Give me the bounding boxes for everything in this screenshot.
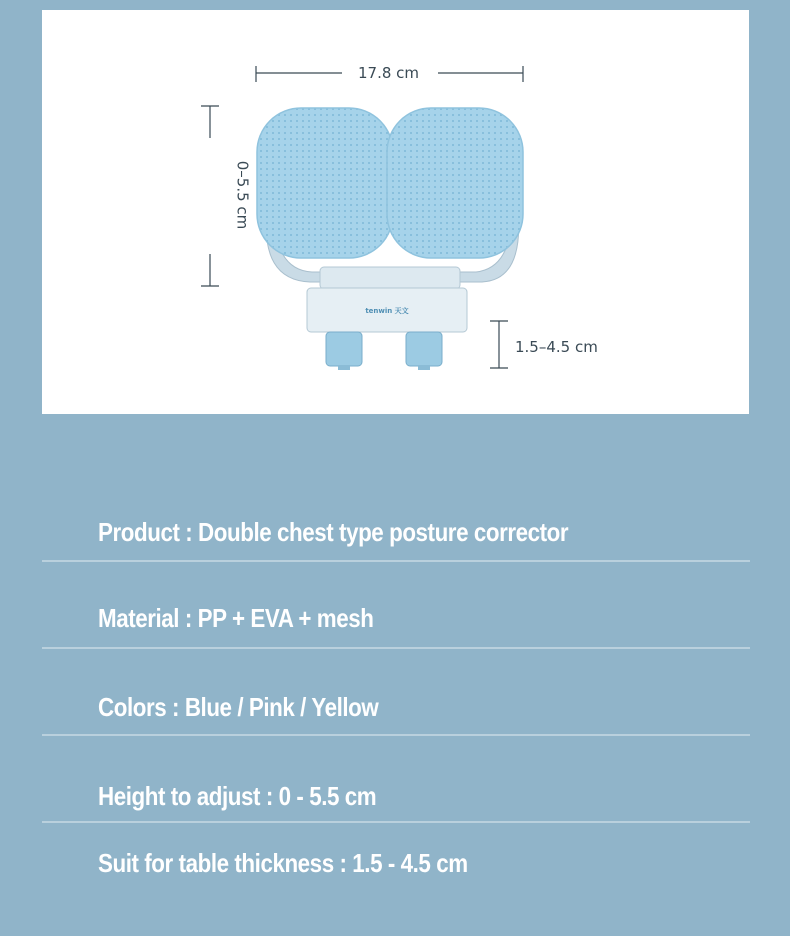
cushion-left	[257, 108, 393, 258]
spec-thickness: Suit for table thickness : 1.5 - 4.5 cm	[98, 848, 468, 878]
spec-material: Material : PP + EVA + mesh	[98, 603, 374, 633]
height-dimension-label: 0–5.5 cm	[233, 160, 252, 230]
height-dimension-line	[201, 106, 219, 286]
clamp-top	[320, 267, 460, 289]
cushion-right	[387, 108, 523, 258]
thickness-dimension-line	[490, 321, 508, 368]
thickness-dimension-label: 1.5–4.5 cm	[515, 338, 598, 356]
adjust-knob-right	[406, 332, 442, 370]
divider	[42, 734, 750, 736]
divider	[42, 821, 750, 823]
spec-product: Product : Double chest type posture corrector	[98, 517, 569, 547]
divider	[42, 647, 750, 649]
spec-colors: Colors : Blue / Pink / Yellow	[98, 692, 379, 722]
spec-height: Height to adjust : 0 - 5.5 cm	[98, 781, 377, 811]
adjust-knob-left	[326, 332, 362, 370]
svg-text:tenwin 天文: tenwin 天文	[365, 307, 409, 315]
divider	[42, 560, 750, 562]
width-dimension-label: 17.8 cm	[358, 64, 420, 82]
product-photo-panel	[42, 10, 749, 414]
